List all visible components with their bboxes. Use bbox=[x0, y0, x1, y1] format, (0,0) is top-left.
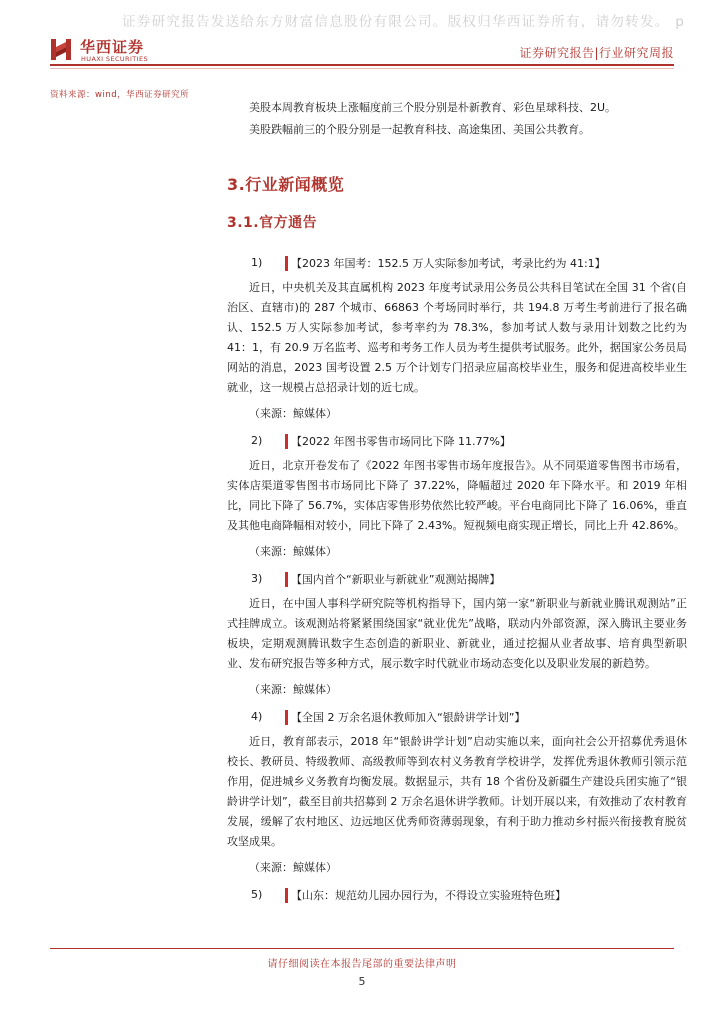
logo bbox=[50, 36, 220, 64]
news-body-2: 近日，北京开卷发布了《2022 年图书零售市场年度报告》。从不同渠道零售图书市场看，实体店渠道零售图书市场同比下降了 37.22%，降幅超过 2020 年下降水平。和 2019 年相比，同比下降了 56.7%，实体店零售形势依然比较严峻。平台电商同比下降了 16.06%，垂直及其他电商降幅相对较小，同比下降了 2.43%。短视频电商实现正增长，同比上升 42.86%。 bbox=[227, 459, 687, 532]
news-title-1 bbox=[227, 254, 687, 272]
news-title-5 bbox=[227, 886, 687, 904]
section-title: 3.行业新闻概览 bbox=[227, 175, 345, 194]
logo-chinese: 华西证券 bbox=[80, 38, 145, 56]
news-body-4: 近日，教育部表示，2018 年“银龄讲学计划”启动实施以来，面向社会公开招募优秀退休校长、教研员、特级教师、高级教师等到农村义务教育学校讲学，发挥优秀退休教师引领示范作用，促进城乡义务教育均衡发展。数据显示，共有 18 个省份及新疆生产建设兵团实施了“银龄讲学计划”，截至目前共招募到 2 万余名退休讲学教师。计划开展以来，有效推动了农村教育发展，缓解了农村地区、边远地区优秀师资薄弱现象，有利于助力推动乡村振兴衔接教育脱贫攻坚成果。 bbox=[227, 735, 687, 848]
legal-notice: 请仔细阅读在本报告尾部的重要法律声明 bbox=[267, 959, 457, 970]
main-content bbox=[227, 98, 687, 904]
intro-paragraph-2: 美股跌幅前三的个股分别是一起教育科技、高途集团、美国公共教育。 bbox=[249, 123, 590, 136]
intro-paragraph-1: 美股本周教育板块上涨幅度前三个股分别是朴新教育、彩色星球科技、2U。 bbox=[249, 101, 617, 114]
news-number: 5) bbox=[251, 888, 263, 901]
news-body-3: 近日，在中国人事科学研究院等机构指导下，国内第一家“新职业与新就业腾讯观测站”正式挂牌成立。该观测站将紧紧围绕国家“就业优先”战略，联动内外部资源，深入腾讯主要业务板块，定期观测腾讯数字生态创造的新职业、新就业，通过挖掘从业者故事、培育典型新职业、发布研究报告等多种方式，展示数字时代就业市场动态变化以及职业发展的新趋势。 bbox=[227, 597, 687, 670]
subsection-title: 3.1.官方通告 bbox=[227, 215, 318, 231]
report-type: 证券研究报告|行业研究周报 bbox=[519, 46, 674, 60]
news-headline: 【全国 2 万余名退休教师加入“银龄讲学计划”】 bbox=[285, 710, 525, 725]
watermark: 证券研究报告发送给东方财富信息股份有限公司。版权归华西证券所有，请勿转发。 p bbox=[122, 14, 686, 30]
news-number: 2) bbox=[251, 434, 263, 447]
news-number: 4) bbox=[251, 710, 263, 723]
news-headline: 【国内首个“新职业与新就业”观测站揭牌】 bbox=[285, 572, 500, 587]
source-note: 资料来源：wind，华西证券研究所 bbox=[50, 90, 190, 100]
news-number: 3) bbox=[251, 572, 263, 585]
news-headline: 【山东：规范幼儿园办园行为，不得设立实验班特色班】 bbox=[285, 888, 566, 903]
news-source-3: （来源：鲸媒体） bbox=[249, 683, 337, 696]
huaxi-logo-icon bbox=[50, 36, 72, 62]
header-divider bbox=[50, 64, 674, 66]
footer-divider bbox=[50, 948, 674, 949]
page-number: 5 bbox=[358, 975, 366, 988]
news-headline: 【2023 年国考：152.5 万人实际参加考试，考录比约为 41:1】 bbox=[285, 256, 606, 271]
news-source-2: （来源：鲸媒体） bbox=[249, 545, 337, 558]
news-title-2 bbox=[227, 432, 687, 450]
header-divider-thin bbox=[50, 68, 674, 69]
news-source-4: （来源：鲸媒体） bbox=[249, 861, 337, 874]
news-title-4 bbox=[227, 708, 687, 726]
news-title-3 bbox=[227, 570, 687, 588]
news-headline: 【2022 年图书零售市场同比下降 11.77%】 bbox=[285, 434, 511, 449]
logo-english: HUAXI SECURITIES bbox=[81, 55, 149, 63]
news-source-1: （来源：鲸媒体） bbox=[249, 407, 337, 420]
news-number: 1) bbox=[251, 256, 263, 269]
news-body-1: 近日，中央机关及其直属机构 2023 年度考试录用公务员公共科目笔试在全国 31 个省(自治区、直辖市)的 287 个城市、66863 个考场同时举行，共 194.8 万考生考前进行了报名确认、152.5 万人实际参加考试，参考率约为 78.3%，参加考试人数与录用计划数之比约为 41：1，有 20.9 万名监考、巡考和考务工作人员为考生提供考试服务。此外，据国家公务员局网站的消息，2023 国考设置 2.5 万个计划专门招录应届高校毕业生，服务和促进高校毕业生就业，这一规模占总招录计划的近七成。 bbox=[227, 281, 687, 394]
